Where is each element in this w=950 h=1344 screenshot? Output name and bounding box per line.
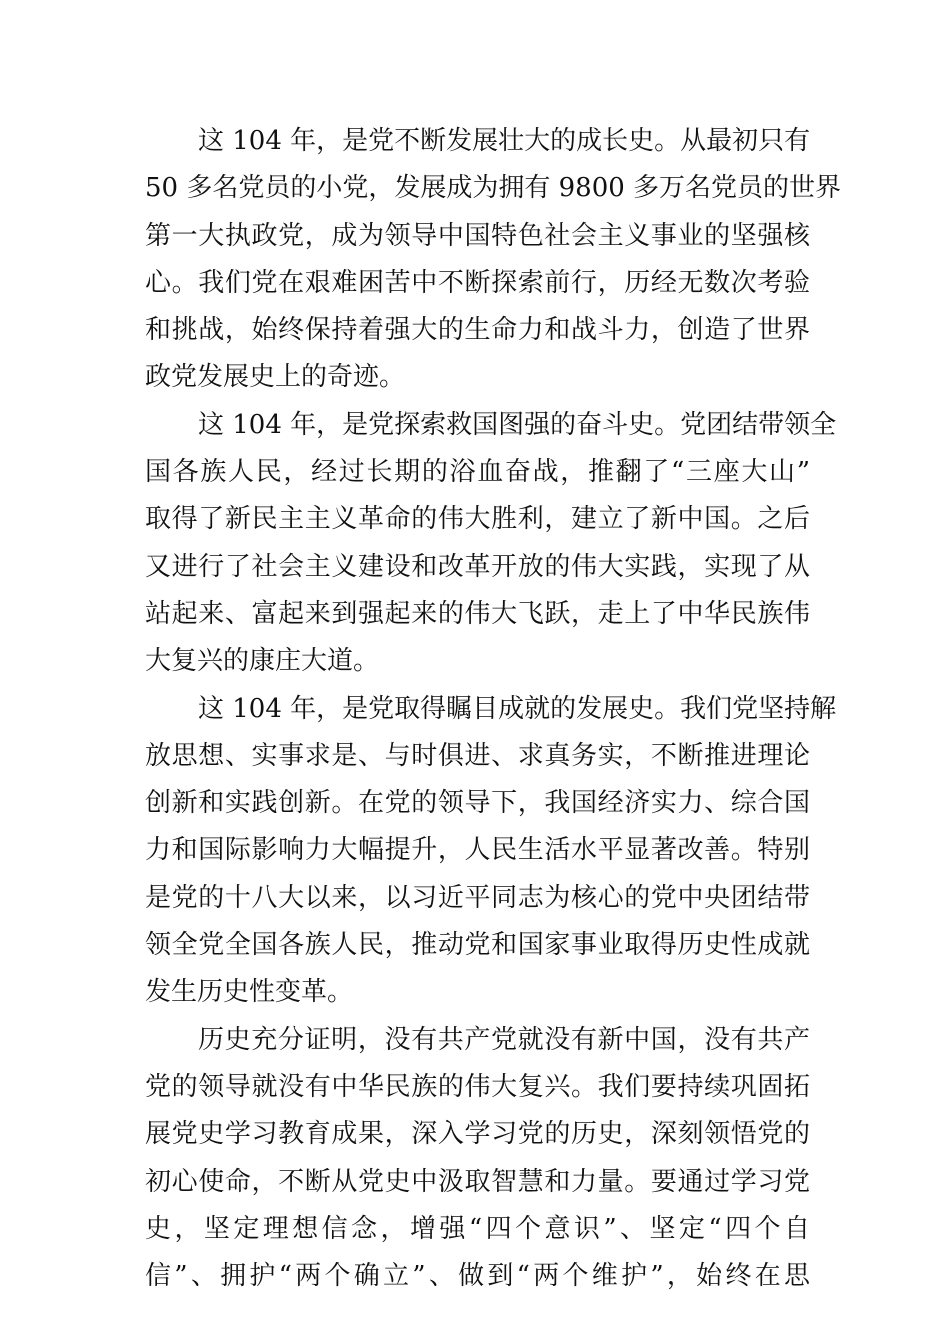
text-line: 历史充分证明，没有共产党就没有新中国，没有共产 [198,1024,810,1055]
text-line: 力和国际影响力大幅提升，人民生活水平显著改善。特别 [145,835,810,866]
text-line: 党的领导就没有中华民族的伟大复兴。我们要持续巩固拓 [145,1071,810,1102]
paragraph-3 [145,686,837,1017]
text-line: 又进行了社会主义建设和改革开放的伟大实践，实现了从 [145,551,810,582]
text-line: 史，坚定理想信念，增强“四个意识”、坚定“四个自 [145,1213,810,1244]
text-line: 放思想、实事求是、与时俱进、求真务实，不断推进理论 [145,740,810,771]
text-line: 大复兴的康庄大道。 [145,646,380,677]
text-line: 发生历史性变革。 [145,977,354,1008]
text-line: 领全党全国各族人民，推动党和国家事业取得历史性成就 [145,930,810,961]
text-line: 这 104 年，是党探索救国图强的奋斗史。党团结带领全 [198,409,837,440]
document-body [145,118,842,1300]
text-line: 心。我们党在艰难困苦中不断探索前行，历经无数次考验 [145,267,810,298]
text-line: 国各族人民，经过长期的浴血奋战，推翻了“三座大山” [145,457,810,488]
text-line: 取得了新民主主义革命的伟大胜利，建立了新中国。之后 [145,504,810,535]
paragraph-2 [145,402,837,686]
paragraph-1 [145,118,842,402]
text-line: 这 104 年，是党取得瞩目成就的发展史。我们党坚持解 [198,693,837,724]
text-line: 信”、拥护“两个确立”、做到“两个维护”，始终在思 [145,1261,810,1292]
text-line: 创新和实践创新。在党的领导下，我国经济实力、综合国 [145,788,810,819]
paragraph-4 [145,1017,810,1301]
text-line: 初心使命，不断从党史中汲取智慧和力量。要通过学习党 [145,1166,810,1197]
text-line: 第一大执政党，成为领导中国特色社会主义事业的坚强核 [145,220,810,251]
text-line: 50 多名党员的小党，发展成为拥有 9800 多万名党员的世界 [145,173,842,204]
text-line: 和挑战，始终保持着强大的生命力和战斗力，创造了世界 [145,315,810,346]
text-line: 政党发展史上的奇迹。 [145,362,406,393]
text-line: 这 104 年，是党不断发展壮大的成长史。从最初只有 [198,126,811,156]
text-line: 站起来、富起来到强起来的伟大飞跃，走上了中华民族伟 [145,598,810,629]
text-line: 是党的十八大以来，以习近平同志为核心的党中央团结带 [145,882,810,913]
text-line: 展党史学习教育成果，深入学习党的历史，深刻领悟党的 [145,1119,810,1150]
